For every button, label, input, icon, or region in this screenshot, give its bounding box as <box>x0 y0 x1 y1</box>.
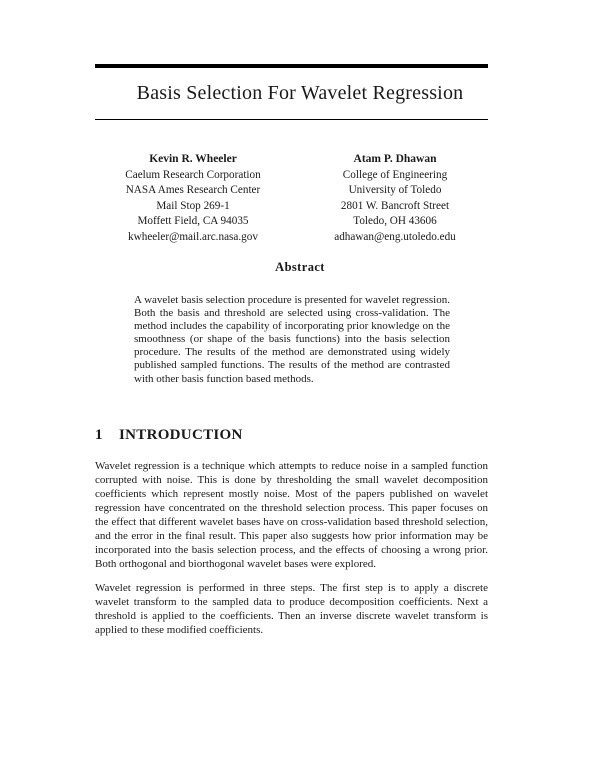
author-name: Kevin R. Wheeler <box>149 153 237 165</box>
author-affiliation-line: 2801 W. Bancroft Street <box>340 199 450 212</box>
author-name: Atam P. Dhawan <box>353 153 437 165</box>
author-affiliation-line: University of Toledo <box>348 184 442 196</box>
abstract-heading: Abstract <box>275 260 325 274</box>
section-title: INTRODUCTION <box>119 427 243 443</box>
author-email: adhawan@eng.utoledo.edu <box>334 230 456 243</box>
author-affiliation-line: Toledo, OH 43606 <box>353 215 437 227</box>
author-affiliation-line: Moffett Field, CA 94035 <box>137 215 249 227</box>
section-heading <box>95 427 243 444</box>
author-affiliation-line: College of Engineering <box>342 168 448 181</box>
abstract-text: A wavelet basis selection procedure is presented for wavelet regression. Both the basis and threshold are selected using cross-validation. The method includes the capability of incorporating prior knowledge on the smoothness (or shape of the basis functions) into the basis selection procedure. The results of the method are demonstrated using widely published sampled functions. The results of the method are contrasted with other basis function based methods. <box>134 294 450 385</box>
section-number: 1 <box>95 427 103 443</box>
author-affiliation-line: NASA Ames Research Center <box>125 184 261 196</box>
title-rule <box>95 119 488 120</box>
author-affiliation-line: Caelum Research Corporation <box>125 168 261 181</box>
author-block-2 <box>305 152 485 245</box>
author-block-1 <box>118 152 268 245</box>
body-paragraph: Wavelet regression is performed in three steps. The first step is to apply a discrete wavelet transform to the sampled data to produce decomposition coefficients. Next a threshold is applied to the coefficients. Then an inverse discrete wavelet transform is applied to these modified coefficients. <box>95 582 488 636</box>
top-rule <box>95 64 488 68</box>
paper-title: Basis Selection For Wavelet Regression <box>136 82 464 104</box>
body-paragraph: Wavelet regression is a technique which attempts to reduce noise in a sampled function corrupted with noise. This is done by thresholding the small wavelet decomposition coefficients which represent mostly noise. Most of the papers published on wavelet regression have concentrated on the threshold selection process. This paper focuses on the effect that different wavelet bases have on cross-validation based threshold selection, and the error in the final result. This paper also suggests how prior information may be incorporated into the basis selection process, and the effects of choosing a wrong prior. Both orthogonal and biorthogonal wavelet bases were explored. <box>95 460 488 570</box>
author-affiliation-line: Mail Stop 269-1 <box>156 199 230 212</box>
author-email: kwheeler@mail.arc.nasa.gov <box>128 230 258 243</box>
